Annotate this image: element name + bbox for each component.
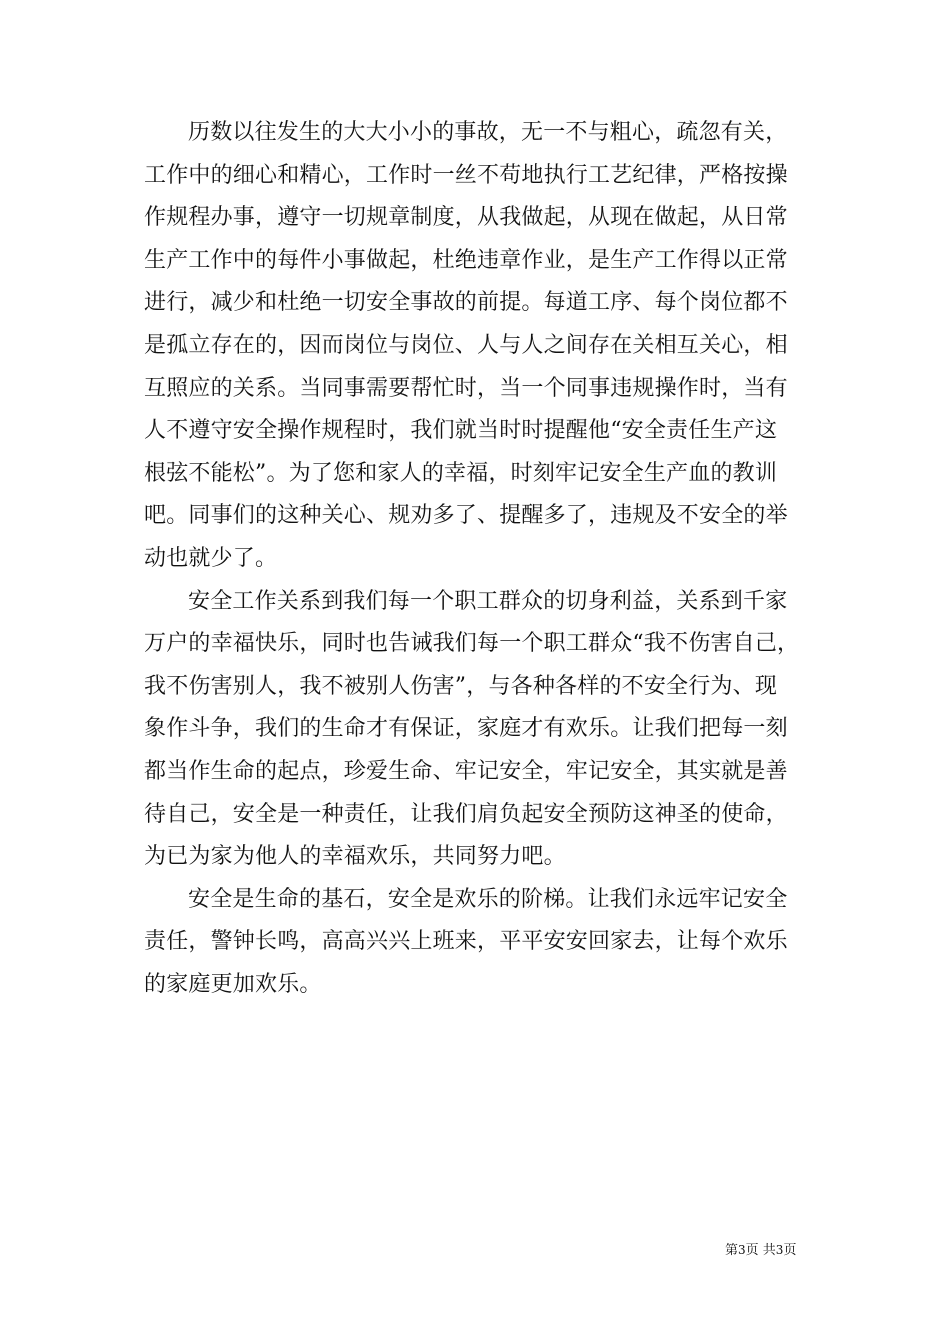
paragraph-1-line-2: 工作中的细心和精心，工作时一丝不苟地执行工艺纪律，严格按操: [144, 162, 788, 188]
paragraph-2: [144, 581, 812, 879]
paragraph-2-line-6: 待自己，安全是一种责任，让我们肩负起安全预防这神圣的使命，: [144, 801, 788, 827]
paragraph-3: [144, 879, 812, 1007]
paragraph-1-line-1: 历数以往发生的大大小小的事故，无一不与粗心，疏忽有关，: [188, 120, 788, 145]
footer-middle: 页 共: [745, 1243, 776, 1258]
paragraph-2-line-7: 为已为家为他人的幸福欢乐，共同努力吧。: [144, 844, 566, 870]
paragraph-3-line-1: 安全是生命的基石，安全是欢乐的阶梯。让我们永远牢记安全: [188, 886, 788, 912]
paragraph-3-line-2: 责任，警钟长鸣，高高兴兴上班来，平平安安回家去，让每个欢乐: [144, 929, 788, 955]
paragraph-1-line-6: 是孤立存在的，因而岗位与岗位、人与人之间存在关相互关心，相: [144, 332, 788, 358]
footer-suffix: 页: [783, 1243, 797, 1258]
paragraph-1-line-11: 动也就少了。: [144, 545, 278, 571]
paragraph-1: [144, 112, 812, 581]
paragraph-3-line-3: 的家庭更加欢乐。: [144, 971, 322, 997]
paragraph-2-line-5: 都当作生命的起点，珍爱生命、牢记安全，牢记安全，其实就是善: [144, 758, 788, 784]
paragraph-1-line-4: 生产工作中的每件小事做起，杜绝违章作业，是生产工作得以正常: [144, 247, 788, 273]
paragraph-2-line-2: 万户的幸福快乐，同时也告诫我们每一个职工群众“我不伤害自己，: [144, 631, 800, 657]
paragraph-2-line-3: 我不伤害别人，我不被别人伤害”，与各种各样的不安全行为、现: [144, 673, 778, 699]
footer-total-pages: 3: [775, 1243, 784, 1257]
paragraph-2-line-1: 安全工作关系到我们每一个职工群众的切身利益，关系到千家: [188, 588, 788, 614]
page-footer: [725, 1242, 796, 1259]
document-body: [144, 112, 812, 1006]
paragraph-1-line-9: 根弦不能松”。为了您和家人的幸福，时刻牢记安全生产血的教训: [144, 460, 778, 486]
paragraph-1-line-7: 互照应的关系。当同事需要帮忙时，当一个同事违规操作时，当有: [144, 375, 788, 401]
paragraph-1-line-3: 作规程办事，遵守一切规章制度，从我做起，从现在做起，从日常: [144, 205, 788, 231]
paragraph-1-line-8: 人不遵守安全操作规程时，我们就当时时提醒他“安全责任生产这: [144, 418, 778, 444]
footer-prefix: 第: [725, 1243, 739, 1258]
footer-page-number: 3: [738, 1243, 746, 1257]
paragraph-1-line-5: 进行，减少和杜绝一切安全事故的前提。每道工序、每个岗位都不: [144, 290, 788, 316]
paragraph-1-line-10: 吧。同事们的这种关心、规劝多了、提醒多了，违规及不安全的举: [144, 503, 788, 529]
paragraph-2-line-4: 象作斗争，我们的生命才有保证，家庭才有欢乐。让我们把每一刻: [144, 716, 788, 742]
